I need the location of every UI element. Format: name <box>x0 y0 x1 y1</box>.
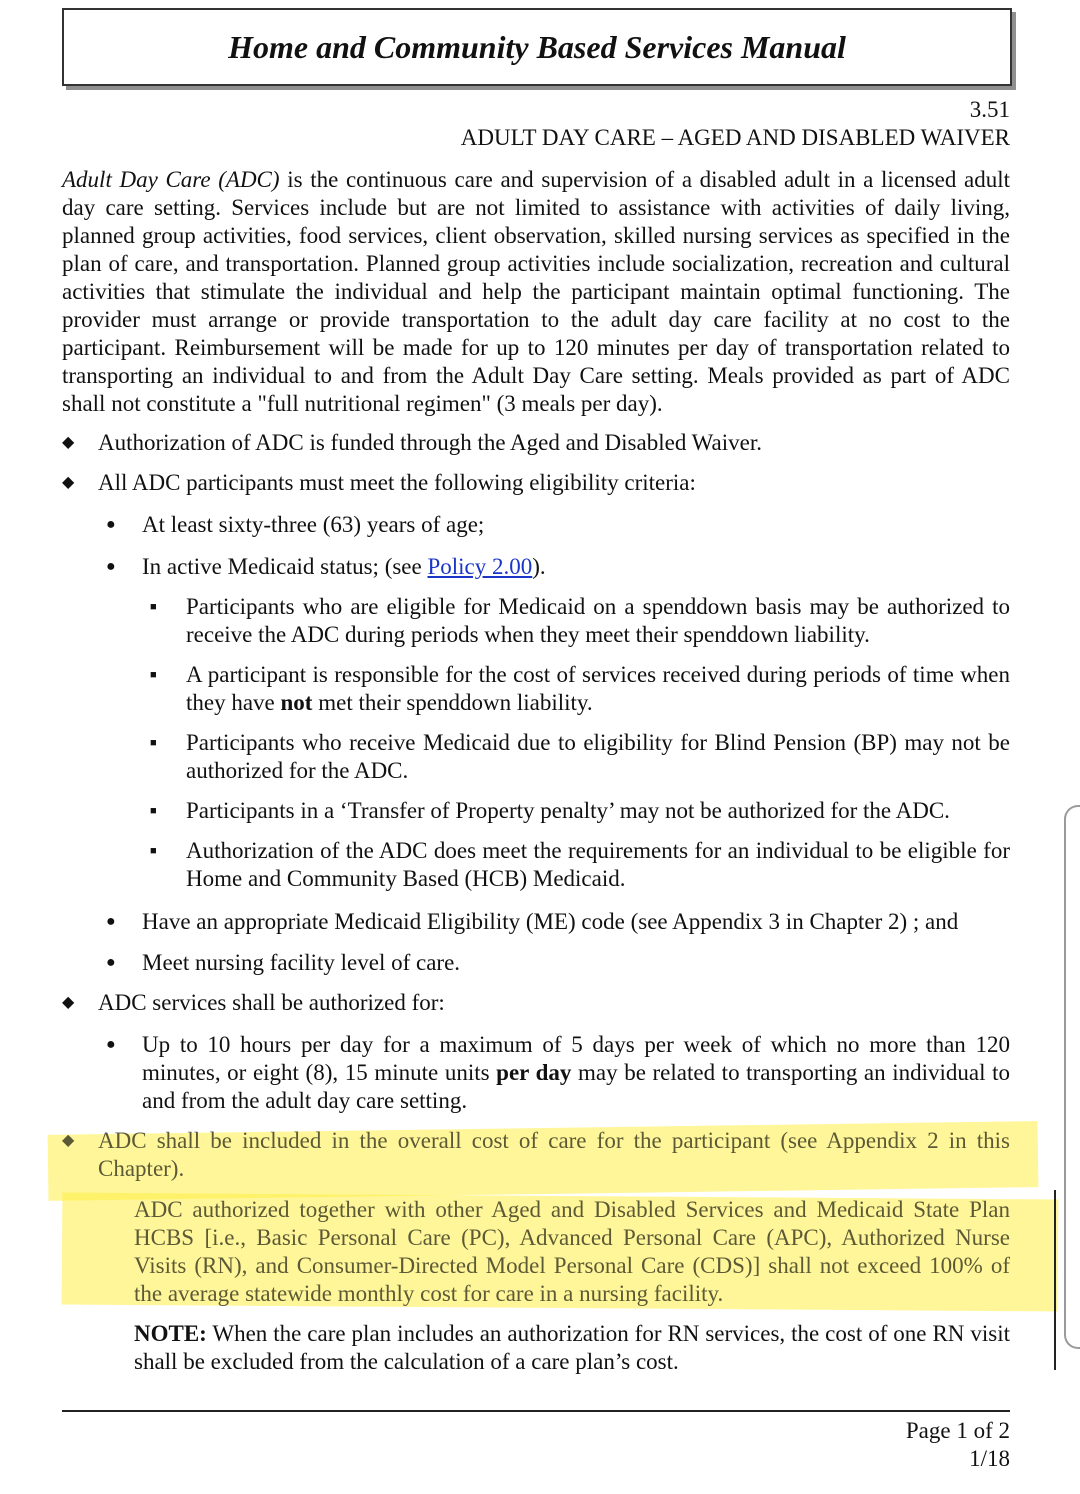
list-item-overall-cost: ADC shall be included in the overall cost of care for the participant (see Appendix 2 in this Chapter). <box>98 1128 1010 1181</box>
list-item-responsible <box>186 661 1010 717</box>
responsible-text-end: met their spenddown liability. <box>312 690 593 715</box>
diamond-bullet-icon: ◆ <box>62 994 75 1011</box>
dot-bullet-icon: ● <box>106 558 116 575</box>
dot-bullet-icon: ● <box>106 1036 116 1053</box>
list-item-eligibility: All ADC participants must meet the following eligibility criteria: <box>98 470 696 495</box>
list-item-hcb: Authorization of the ADC does meet the requirements for an individual to be eligible for Home and Community Based (HCB) Medicaid. <box>186 838 1010 891</box>
page-number: Page 1 of 2 <box>905 1418 1010 1443</box>
diamond-bullet-icon: ◆ <box>62 474 75 491</box>
medicaid-text-end: ). <box>532 554 546 579</box>
list-item-me-code: Have an appropriate Medicaid Eligibility (ME) code (see Appendix 3 in Chapter 2) ; and <box>142 909 959 934</box>
diamond-bullet-icon: ◆ <box>62 1132 75 1149</box>
dot-bullet-icon: ● <box>106 954 116 971</box>
intro-text: is the continuous care and supervision of a disabled adult in a licensed adult day care setting. Services include but are not limited to assistance with activities of daily living, planned group activities, food services, client observation, skilled nursing services as specified in the plan of care, and transportation. Planned group activities include socialization, recreation and cultural activities that stimulate the individual and help the participant maintain optimal functioning. The provider must arrange or provide transportation to the adult day care facility at no cost to the participant. Reimbursement will be made for up to 120 minutes per day of transportation related to transporting an individual to and from the Adult Day Care setting. Meals provided as part of ADC shall not constitute a "full nutritional regimen" (3 meals per day). <box>62 167 1010 416</box>
list-item-authorization: Authorization of ADC is funded through the Aged and Disabled Waiver. <box>98 430 762 455</box>
list-item-services: ADC services shall be authorized for: <box>98 990 445 1015</box>
revision-date: 1/18 <box>969 1446 1010 1471</box>
intro-term: Adult Day Care (ADC) <box>62 167 280 192</box>
note-text: When the care plan includes an authorization for RN services, the cost of one RN visit shall be excluded from the calculation of a care plan’s cost. <box>134 1321 1010 1374</box>
section-number: 3.51 <box>969 97 1010 122</box>
square-bullet-icon: ■ <box>150 805 157 817</box>
list-item-age: At least sixty-three (63) years of age; <box>142 512 485 537</box>
square-bullet-icon: ■ <box>150 737 157 749</box>
dot-bullet-icon: ● <box>106 516 116 533</box>
note-label: NOTE: <box>134 1321 207 1346</box>
manual-header-box <box>62 8 1012 86</box>
change-bar <box>1054 1190 1056 1370</box>
manual-title: Home and Community Based Services Manual <box>228 28 846 65</box>
list-item-spenddown: Participants who are eligible for Medicaid on a spenddown basis may be authorized to receive the ADC during periods when they meet their spenddown liability. <box>186 594 1010 647</box>
policy-link[interactable]: Policy 2.00 <box>427 554 533 579</box>
responsible-text: A participant is responsible for the cost of services received during periods of time when they have <box>186 662 1010 715</box>
dot-bullet-icon: ● <box>106 913 116 930</box>
list-item-transfer: Participants in a ‘Transfer of Property penalty’ may not be authorized for the ADC. <box>186 798 950 823</box>
section-title: ADULT DAY CARE – AGED AND DISABLED WAIVER <box>460 125 1010 150</box>
intro-paragraph <box>62 166 1010 418</box>
hours-text: Up to 10 hours per day for a maximum of 5 days per week of which no more than 120 minutes, or eight (8), 15 minute units <box>142 1032 1010 1085</box>
footer-divider <box>62 1410 1010 1412</box>
square-bullet-icon: ■ <box>150 601 157 613</box>
medicaid-text: In active Medicaid status; (see <box>142 554 428 579</box>
note-paragraph <box>134 1320 1010 1376</box>
hours-bold: per day <box>496 1060 572 1085</box>
hours-text-end: may be related to transporting an individual to and from the adult day care setting. <box>142 1060 1011 1113</box>
list-item-medicaid <box>142 553 1010 581</box>
square-bullet-icon: ■ <box>150 669 157 681</box>
list-item-nursing: Meet nursing facility level of care. <box>142 950 461 975</box>
list-item-hours <box>142 1031 1010 1115</box>
responsible-bold: not <box>280 690 313 715</box>
list-item-blind-pension: Participants who receive Medicaid due to eligibility for Blind Pension (BP) may not be authorized for the ADC. <box>186 730 1010 783</box>
square-bullet-icon: ■ <box>150 845 157 857</box>
diamond-bullet-icon: ◆ <box>62 434 75 451</box>
scroll-edge-handle[interactable] <box>1064 805 1080 1349</box>
paragraph-combined-cost: ADC authorized together with other Aged and Disabled Services and Medicaid State Plan HCBS [i.e., Basic Personal Care (PC), Advanced Personal Care (APC), Authorized Nurse Visits (RN), and Consumer-Directed Model Personal Care (CDS)] shall not exceed 100% of the average statewide monthly cost for care in a nursing facility. <box>134 1197 1010 1306</box>
